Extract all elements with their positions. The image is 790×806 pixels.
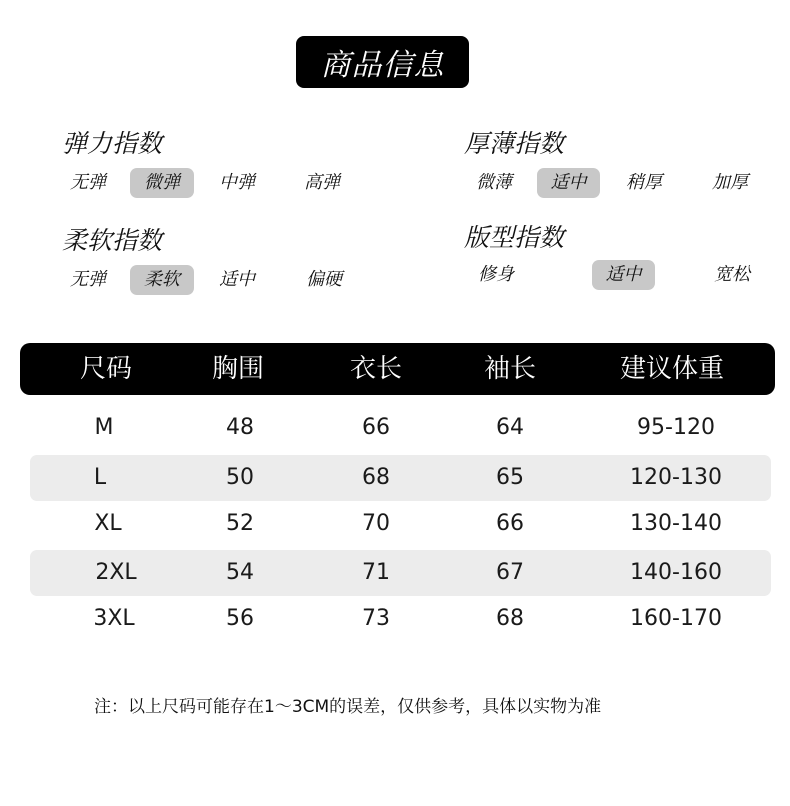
cell-length: 73 [362,606,390,631]
cell-weight: 130-140 [630,511,722,536]
column-header-chest: 胸围 [211,354,265,384]
option-label: 宽松 [714,264,750,285]
column-header-sleeve: 袖长 [483,354,537,384]
cell-weight: 160-170 [630,606,722,631]
option-label-selected: 微弹 [130,168,194,198]
cell-sleeve: 67 [496,560,524,585]
cell-weight: 95-120 [637,415,715,440]
option-label: 微薄 [476,172,512,193]
option-label-selected: 适中 [537,168,600,198]
cell-sleeve: 65 [496,465,524,490]
column-header-weight: 建议体重 [619,354,725,384]
cell-chest: 56 [226,606,254,631]
option-label: 修身 [478,264,514,285]
option-label: 适中 [219,269,255,290]
cell-sleeve: 68 [496,606,524,631]
option-label: 中弹 [219,172,255,193]
cell-length: 71 [362,560,390,585]
option-label: 无弹 [70,269,106,290]
size-table-header [20,343,775,395]
attribute-title: 柔软指数 [62,226,163,255]
cell-chest: 54 [226,560,254,585]
cell-size: M [94,415,114,440]
table-row [30,501,771,547]
cell-sleeve: 64 [496,415,524,440]
cell-chest: 48 [226,415,254,440]
table-row [30,405,771,451]
cell-size: L [93,465,107,490]
option-label: 偏硬 [306,269,342,290]
option-label-selected: 柔软 [130,265,194,295]
cell-length: 66 [362,415,390,440]
cell-chest: 50 [226,465,254,490]
option-label: 加厚 [712,172,748,193]
cell-sleeve: 66 [496,511,524,536]
column-header-length: 衣长 [349,354,403,384]
option-label: 高弹 [304,172,340,193]
option-label: 无弹 [70,172,106,193]
attribute-title: 版型指数 [464,223,565,252]
cell-length: 70 [362,511,390,536]
column-header-size: 尺码 [79,354,133,384]
table-row [30,550,771,596]
attribute-title: 弹力指数 [62,129,163,158]
cell-size: 3XL [93,606,135,631]
page-title: 商品信息 [296,36,469,88]
cell-chest: 52 [226,511,254,536]
table-row [30,596,771,642]
cell-size: XL [94,511,122,536]
attribute-title: 厚薄指数 [464,129,565,158]
cell-weight: 120-130 [630,465,722,490]
footnote: 注：以上尺码可能存在1～3CM的误差，仅供参考，具体以实物为准 [94,697,602,717]
option-label-selected: 适中 [592,260,655,290]
cell-length: 68 [362,465,390,490]
table-row [30,455,771,501]
cell-weight: 140-160 [630,560,722,585]
cell-size: 2XL [95,560,137,585]
option-label: 稍厚 [626,172,662,193]
